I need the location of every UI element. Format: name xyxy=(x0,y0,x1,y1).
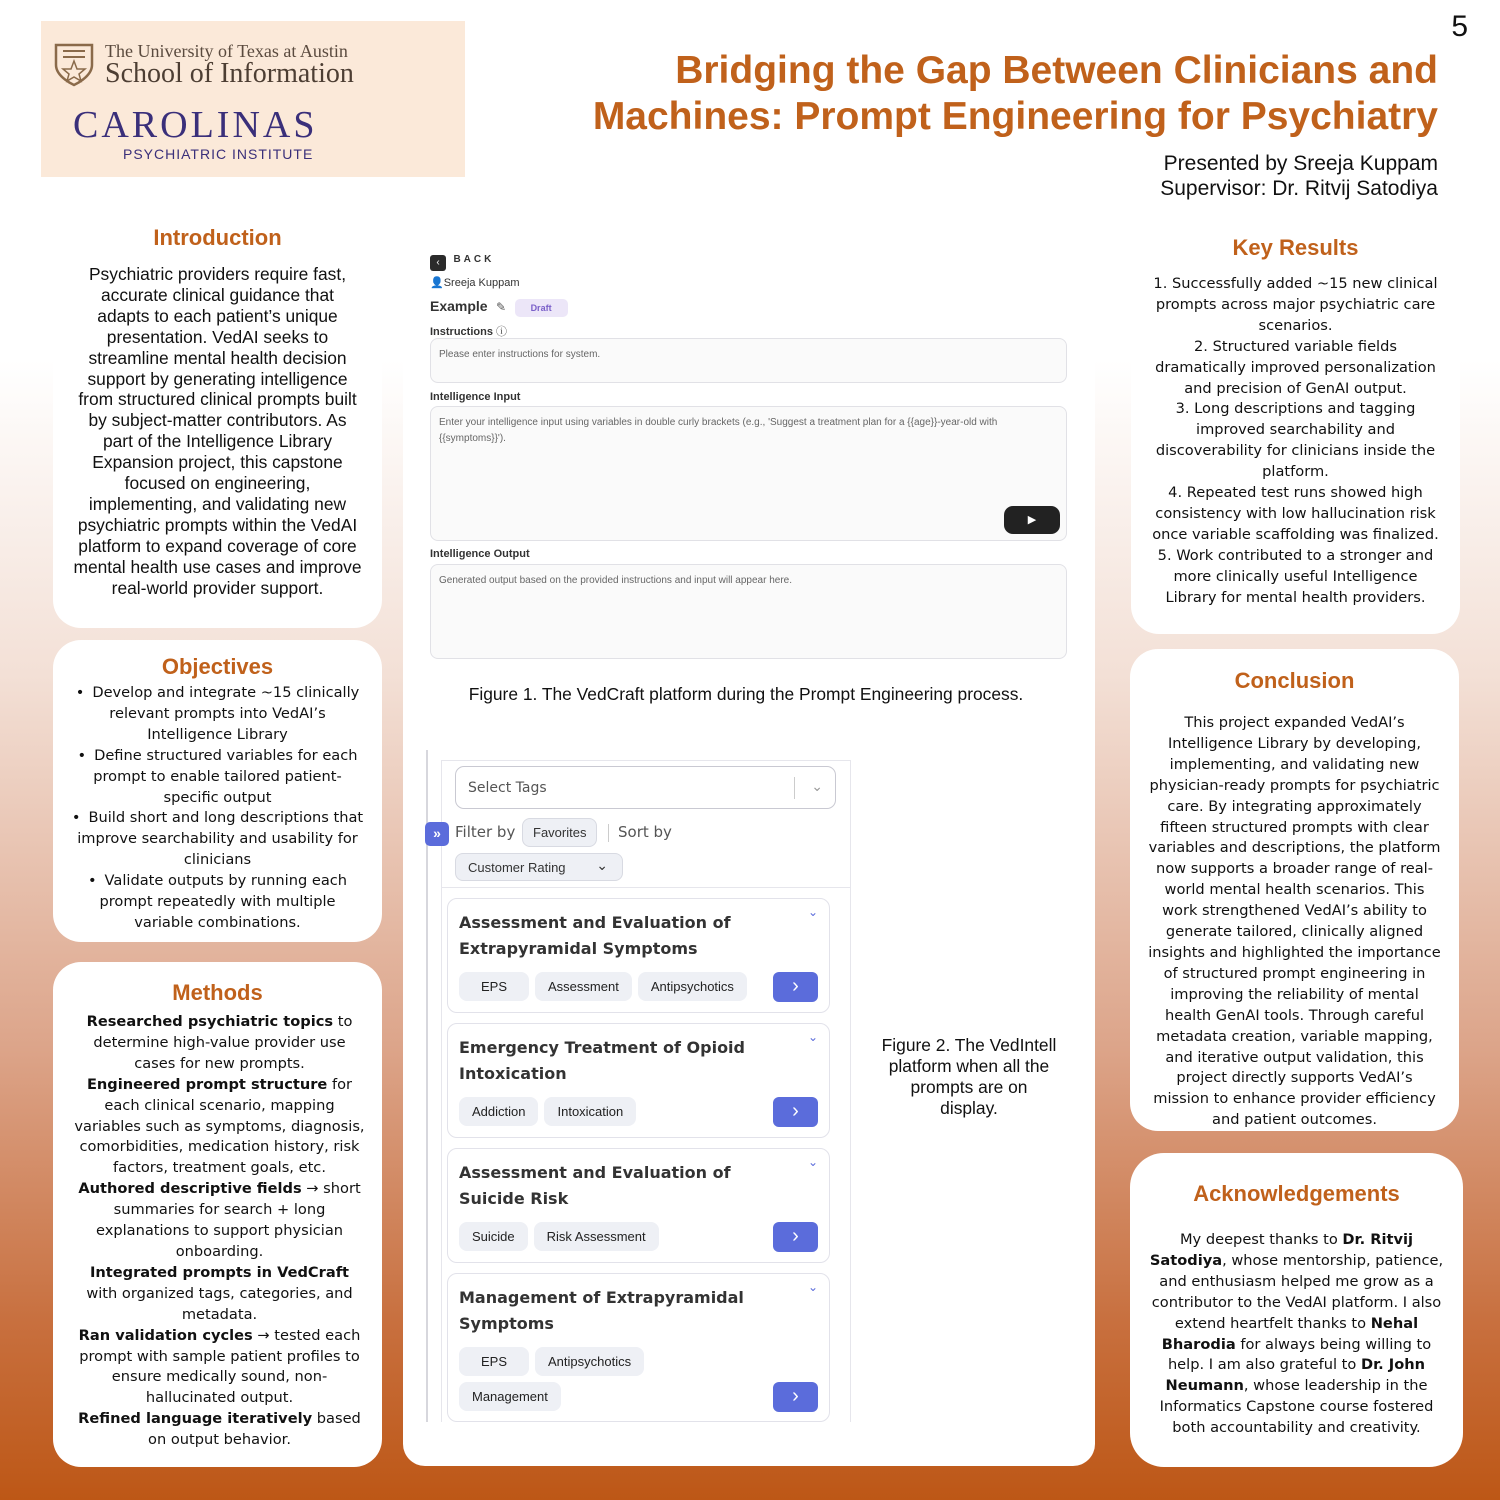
favorites-filter[interactable]: Favorites xyxy=(522,818,597,847)
expand-sidebar-icon[interactable]: » xyxy=(425,822,449,846)
tag-row xyxy=(459,1222,665,1251)
play-icon: ▶ xyxy=(1027,514,1037,526)
conclusion-heading: Conclusion xyxy=(1234,668,1355,693)
user-row xyxy=(430,276,520,289)
presenter: Presented by Sreeja Kuppam xyxy=(1163,152,1438,175)
chevron-down-icon[interactable]: ⌄ xyxy=(807,1280,818,1294)
input-field[interactable]: Enter your intelligence input using variables in double curly brackets (e.g., 'Suggest a treatment plan for a {{age}}-year-old with {{symptoms}}'). ▶ xyxy=(430,406,1067,541)
example-title: Example xyxy=(430,298,488,314)
logo-block xyxy=(41,21,465,177)
objective-item: • Define structured variables for each prompt to enable tailored patient-specific output xyxy=(71,746,364,809)
prompt-title: Emergency Treatment of Opioid Intoxication xyxy=(459,1038,745,1083)
tag-row xyxy=(459,972,753,1001)
method-item: Ran validation cycles → tested each prompt with sample patient profiles to ensure medically sound, non-hallucinated output. xyxy=(78,1326,361,1407)
supervisor: Supervisor: Dr. Ritvij Satodiya xyxy=(1160,177,1438,200)
chevron-down-icon: ⌄ xyxy=(811,778,823,794)
conclusion-text: This project expanded VedAI’s Intelligence Library by developing, implementing, and validating new physician-ready prompts for psychiatric care. By integrating approximately fifteen structured prompts with clear variables and descriptions, the platform now supports a broader range of real-world mental health scenarios. This work strengthened VedAI’s ability to generate tailored, clinically aligned insights and highlighted the importance of structured prompt engineering in improving the reliability of mental health GenAI tools. Through careful metadata creation, variable mapping, and iterative output validation, this project directly supports VedAI’s mission to enhance provider efficiency and patient outcomes. xyxy=(1148,714,1441,1129)
input-label: Intelligence Input xyxy=(430,391,521,403)
key-result-item: 4. Repeated test runs showed high consistency with low hallucination risk once variable scaffolding was finalized. xyxy=(1152,484,1439,543)
key-result-item: 5. Work contributed to a stronger and more clinically useful Intelligence Library for mental health providers. xyxy=(1157,546,1434,606)
title-line-2: Machines: Prompt Engineering for Psychiatry xyxy=(592,95,1438,138)
tag-row xyxy=(459,1382,567,1411)
draft-badge: Draft xyxy=(515,299,568,317)
output-label: Intelligence Output xyxy=(430,548,530,560)
sort-value: Customer Rating xyxy=(468,860,566,875)
presenter-block xyxy=(1160,151,1438,201)
chevron-down-icon: ⌄ xyxy=(596,857,608,873)
key-result-item: 3. Long descriptions and tagging improved searchability and discoverability for clinicians inside the platform. xyxy=(1155,400,1436,481)
prompt-card[interactable] xyxy=(447,1273,830,1422)
user-name: Sreeja Kuppam xyxy=(443,277,520,289)
sort-dropdown[interactable] xyxy=(455,853,623,881)
objectives-heading: Objectives xyxy=(161,654,274,679)
key-results-heading: Key Results xyxy=(1232,235,1359,260)
poster-title xyxy=(538,48,1438,140)
instructions-label: Instructions ⓘ xyxy=(430,326,508,338)
objective-item: • Develop and integrate ~15 clinically relevant prompts into VedAI’s Intelligence Library xyxy=(71,683,364,746)
key-results-list xyxy=(1147,274,1444,609)
tag[interactable]: EPS xyxy=(459,1347,529,1376)
method-item: Engineered prompt structure for each clinical scenario, mapping variables such as symptoms, diagnosis, comorbidities, medication history, risk factors, treatment goals, etc. xyxy=(74,1075,365,1177)
instructions-field[interactable]: Please enter instructions for system. xyxy=(430,338,1067,383)
divider xyxy=(794,777,795,799)
tag-row xyxy=(459,1347,650,1376)
prompt-title: Assessment and Evaluation of Extrapyramidal Symptoms xyxy=(459,913,731,958)
user-icon: 👤 xyxy=(430,277,444,289)
ut-name: The University of Texas at Austin xyxy=(105,41,348,61)
open-prompt-button[interactable] xyxy=(773,1097,818,1127)
prompt-card[interactable] xyxy=(447,1023,830,1138)
prompt-card[interactable] xyxy=(447,1148,830,1263)
tag[interactable]: Addiction xyxy=(459,1097,538,1126)
introduction-text: Psychiatric providers require fast, accurate clinical guidance that adapts to each patient’s unique presentation. VedAI seeks to streamline mental health decision support by generating intelligence from structured clinical prompts built by subject-matter contributors. As part of the Intelligence Library Expansion project, this capstone focused on engineering, implementing, and validating new psychiatric prompts within the VedAI platform to expand coverage of core mental health use cases and improve real-world provider support. xyxy=(73,264,362,598)
prompt-title: Assessment and Evaluation of Suicide Risk xyxy=(459,1163,731,1208)
chevron-right-icon: › xyxy=(792,1225,799,1247)
prompt-card[interactable] xyxy=(447,898,830,1013)
tag-row xyxy=(459,1097,642,1126)
method-item: Authored descriptive fields → short summaries for search + long explanations to support physician onboarding. xyxy=(78,1180,361,1260)
ut-seal-icon xyxy=(51,41,97,87)
chevron-left-icon: ‹ xyxy=(430,255,446,271)
divider xyxy=(442,887,851,888)
sort-by-label: Sort by xyxy=(618,823,672,841)
chevron-right-icon: › xyxy=(792,1100,799,1122)
acknowledgements-text: My deepest thanks to Dr. Ritvij Satodiya, whose mentorship, patience, and enthusiasm helped me grow as a contributor to the VedAI platform. I also extend heartfelt thanks to Nehal Bharodia for always being willing to help. I am also grateful to Dr. John Neumann, whose leadership in the Informatics Capstone course fostered both accountability and creativity. xyxy=(1149,1231,1444,1437)
chevron-down-icon[interactable]: ⌄ xyxy=(807,1155,818,1169)
info-icon: ⓘ xyxy=(496,326,508,338)
open-prompt-button[interactable] xyxy=(773,1382,818,1412)
key-result-item: 1. Successfully added ~15 new clinical prompts across major psychiatric care scenarios. xyxy=(1153,275,1438,334)
chevron-right-icon: › xyxy=(792,1385,799,1407)
carolinas-subtitle: PSYCHIATRIC INSTITUTE xyxy=(123,146,314,162)
objectives-list xyxy=(71,683,364,934)
open-prompt-button[interactable] xyxy=(773,1222,818,1252)
example-row xyxy=(430,298,568,317)
chevron-down-icon[interactable]: ⌄ xyxy=(807,1030,818,1044)
tag[interactable]: Management xyxy=(459,1382,561,1411)
method-item: Integrated prompts in VedCraft with organized tags, categories, and metadata. xyxy=(86,1263,353,1323)
key-results-card xyxy=(1131,222,1460,634)
chevron-down-icon[interactable]: ⌄ xyxy=(807,905,818,919)
school-name: School of Information xyxy=(105,58,354,89)
edit-icon[interactable]: ✎ xyxy=(496,300,507,314)
back-button[interactable] xyxy=(430,252,494,268)
back-label: BACK xyxy=(453,254,495,265)
filter-by-label: Filter by xyxy=(455,823,516,841)
methods-heading: Methods xyxy=(172,980,263,1005)
title-line-1: Bridging the Gap Between Clinicians and xyxy=(675,49,1438,92)
chevron-right-icon: › xyxy=(792,975,799,997)
tag[interactable]: Antipsychotics xyxy=(535,1347,644,1376)
tag[interactable]: Antipsychotics xyxy=(638,972,747,1001)
tag[interactable]: Risk Assessment xyxy=(534,1222,659,1251)
introduction-heading: Introduction xyxy=(153,225,282,250)
tag[interactable]: Suicide xyxy=(459,1222,528,1251)
methods-list xyxy=(73,1012,366,1451)
tag[interactable]: Assessment xyxy=(535,972,632,1001)
objective-item: • Build short and long descriptions that improve searchability and usability for clinicians xyxy=(71,808,364,871)
tag[interactable]: Intoxication xyxy=(544,1097,636,1126)
tag[interactable]: EPS xyxy=(459,972,529,1001)
run-button[interactable] xyxy=(1004,506,1060,534)
left-rail xyxy=(426,750,428,1422)
conclusion-card xyxy=(1130,649,1459,1131)
select-tags-placeholder: Select Tags xyxy=(468,780,547,796)
page-number: 5 xyxy=(1451,10,1468,43)
figure1-caption: Figure 1. The VedCraft platform during the Prompt Engineering process. xyxy=(468,684,1024,704)
carolinas-logo: CAROLINAS xyxy=(73,104,318,146)
output-field: Generated output based on the provided instructions and input will appear here. xyxy=(430,564,1067,659)
open-prompt-button[interactable] xyxy=(773,972,818,1002)
acknowledgements-heading: Acknowledgements xyxy=(1193,1181,1400,1206)
acknowledgements-card xyxy=(1130,1153,1463,1467)
objectives-card xyxy=(53,640,382,942)
introduction-card xyxy=(53,210,382,628)
divider xyxy=(608,824,609,842)
methods-card xyxy=(53,962,382,1467)
method-item: Refined language iteratively based on output behavior. xyxy=(78,1410,361,1449)
select-tags-dropdown[interactable] xyxy=(455,766,836,809)
key-result-item: 2. Structured variable fields dramatically improved personalization and precision of GenAI output. xyxy=(1155,337,1436,397)
prompt-title: Management of Extrapyramidal Symptoms xyxy=(459,1288,744,1333)
method-item: Researched psychiatric topics to determine high-value provider use cases for new prompts. xyxy=(86,1013,353,1072)
objective-item: • Validate outputs by running each prompt repeatedly with multiple variable combinations. xyxy=(71,871,364,934)
figure2-caption: Figure 2. The VedIntell platform when all the prompts are on display. xyxy=(881,1035,1057,1118)
